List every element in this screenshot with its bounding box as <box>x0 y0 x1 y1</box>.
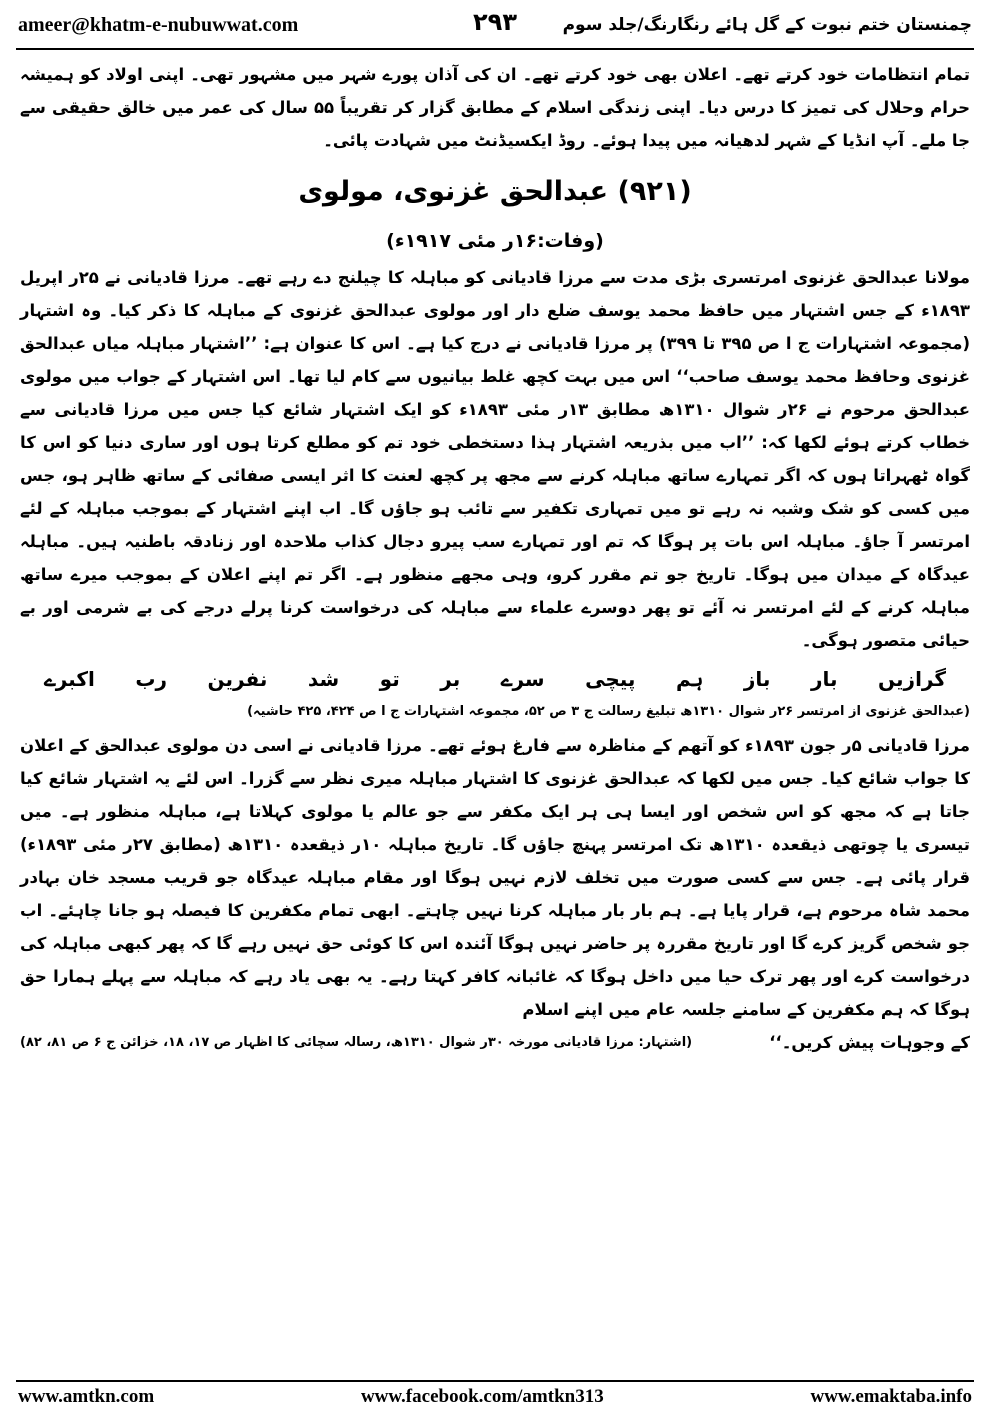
reference-note-2: (اشتہار: مرزا قادیانی مورخہ ۳۰ر شوال ۱۳۱۰ھ، رسالہ سچائی کا اظہار ص ۱۷، ۱۸، خزائن ج ۶ ص ۸۱، ۸۲) <box>20 1035 693 1050</box>
intro-paragraph: تمام انتظامات خود کرتے تھے۔ اعلان بھی خود کرتے تھے۔ ان کی آذان پورے شہر میں مشہور تھی۔ اپنی اولاد کو ہمیشہ حرام وحلال کی تمیز کا درس دیا۔ اپنی زندگی اسلام کے مطابق گزار کر تقریباً ۵۵ سال کی عمر میں خالق حقیقی سے جا ملے۔ آپ انڈیا کے شہر لدھیانہ میں پیدا ہوئے۔ روڈ ایکسیڈنٹ میں شہادت پائی۔ <box>20 65 971 150</box>
verse-word: گرازیں <box>878 667 946 691</box>
body-paragraph-2: مرزا قادیانی ۵ر جون ۱۸۹۳ء کو آتھم کے مناظرہ سے فارغ ہوئے تھے۔ مرزا قادیانی نے اسی دن مولوی عبدالحق کے اعلان کا جواب شائع کیا۔ جس میں لکھا کہ عبدالحق غزنوی کا اشتہار مباہلہ میری نظر سے گزرا۔ اس لئے یہ اشتہار شائع کیا جاتا ہے کہ مجھ کو اس شخص اور ایسا ہی ہر ایک مکفر سے جو عالم یا مولوی کہلاتا ہے، مباہلہ منظور ہے۔ میں تیسری یا چوتھی ذیقعدہ ۱۳۱۰ھ تک امرتسر پہنچ جاؤں گا۔ تاریخ مباہلہ ۱۰ر ذیقعدہ ۱۳۱۰ھ (مطابق ۲۷ر مئی ۱۸۹۳ء) قرار پائی ہے۔ جس سے کسی صورت میں تخلف لازم نہیں ہوگا اور مقام مباہلہ عیدگاہ جو قریب مسجد خان بہادر محمد شاہ مرحوم ہے، قرار پایا ہے۔ ہم بار بار مباہلہ کرنا نہیں چاہتے۔ ابھی تمام مکفرین کا فیصلہ ہو جانا چاہئے۔ اب جو شخص گریز کرے گا اور تاریخ مقررہ پر حاضر نہیں ہوگا آئندہ اس کا کوئی حق نہیں رہے گا کہ پھر کبھی مباہلہ کی درخواست کرے اور پھر ترک حیا میں داخل ہوگا کہ غائبانہ کافر کہتا رہے۔ یہ بھی یاد رہے کہ مباہلہ سے پہلے ہمارا حق ہوگا کہ ہم مکفرین کے سامنے جلسہ عام میں اپنے اسلام <box>20 736 971 1019</box>
verse-word: اکبرے <box>44 667 95 691</box>
verse-word: بر <box>440 667 461 691</box>
reference-note: (عبدالحق غزنوی از امرتسر ۲۶ر شوال ۱۳۱۰ھ تبلیغ رسالت ج ۳ ص ۵۲، مجموعہ اشتہارات ج ا ص ۴۲۴، ۴۲۵ حاشیہ) <box>247 704 970 719</box>
verse-word: نفرین <box>207 667 268 691</box>
footer-link-amtkn[interactable]: www.amtkn.com <box>18 1386 155 1407</box>
closing-text: کے وجوہات پیش کریں۔‘‘ <box>769 1033 970 1052</box>
footer-link-emaktaba[interactable]: www.emaktaba.info <box>810 1386 972 1407</box>
verse-word: تو <box>379 667 400 691</box>
header-divider <box>16 48 974 50</box>
footer-divider <box>16 1380 974 1382</box>
body-paragraph: مولانا عبدالحق غزنوی امرتسری بڑی مدت سے مرزا قادیانی کو مباہلہ کا چیلنج دے رہے تھے۔ مرزا قادیانی نے ۲۵ر اپریل ۱۸۹۳ء کے جس اشتہار میں حافظ محمد یوسف ضلع دار اور مولوی عبدالحق غزنوی کے مباہلہ کا ذکر کیا۔ وہ اشتہار (مجموعہ اشتہارات ج ا ص ۳۹۵ تا ۳۹۹) پر مرزا قادیانی نے درج کیا ہے۔ اس کا عنوان ہے: ’’اشتہار مباہلہ میاں عبدالحق غزنوی وحافظ محمد یوسف صاحب‘‘ اس میں بہت کچھ غلط بیانیوں سے کام لیا تھا۔ اس اشتہار کے جواب میں مولوی عبدالحق مرحوم نے ۲۶ر شوال ۱۳۱۰ھ مطابق ۱۳ر مئی ۱۸۹۳ء کو ایک اشتہار شائع کیا جس میں مرزا قادیانی سے خطاب کرتے ہوئے لکھا کہ: ’’اب میں بذریعہ اشتہار ہذا دستخطی خود تم کو مطلع کرتا ہوں اور ساری دنیا کو اس کا گواہ ٹھہراتا ہوں کہ اگر تمہارے ساتھ مباہلہ کرنے سے مجھ پر کچھ لعنت کا اثر ایسی صفائی کے ساتھ ظاہر ہو، جس میں کسی کو شک وشبہ نہ رہے تو میں تمہاری تکفیر سے تائب ہو جاؤں گا۔ اب اپنے اشتہار کے بموجب مباہلہ کے لئے امرتسر آ جاؤ۔ مباہلہ اس بات پر ہوگا کہ تم اور تمہارے سب پیرو دجال کذاب ملاحدہ اور زنادقہ باطنیہ ہیں۔ مباہلہ عیدگاہ کے میدان میں ہوگا۔ تاریخ جو تم مقرر کرو، وہی مجھے منظور ہے۔ اگر تم اپنے اعلان کے بموجب میرے ساتھ مباہلہ کرنے کے لئے امرتسر نہ آئے تو پھر دوسرے علماء سے مباہلہ کی درخواست کرنا پرلے درجے کی بے شرمی اور بے حیائی متصور ہوگی۔ <box>20 268 971 650</box>
header-email[interactable]: ameer@khatm-e-nubuwwat.com <box>18 14 299 36</box>
death-date: (وفات:۱۶ر مئی ۱۹۱۷ء) <box>386 230 604 252</box>
section-heading: (۹۲۱) عبدالحق غزنوی، مولوی <box>298 176 692 207</box>
page-number: ۲۹۳ <box>473 8 517 36</box>
persian-verse <box>20 659 970 699</box>
footer-link-facebook[interactable]: www.facebook.com/amtkn313 <box>360 1386 604 1407</box>
footer <box>18 1386 972 1408</box>
verse-word: باز <box>743 667 771 691</box>
verse-word: رب <box>135 667 167 691</box>
verse-word: ہم <box>675 667 704 691</box>
page-content <box>20 58 970 1059</box>
verse-word: شد <box>307 667 340 691</box>
book-title: چمنستان ختم نبوت کے گل ہائے رنگارنگ/جلد سوم <box>562 15 972 35</box>
closing-line <box>20 1026 970 1059</box>
verse-word: بار <box>810 667 838 691</box>
verse-word: سرے <box>500 667 545 691</box>
verse-word: پیچی <box>585 667 636 691</box>
